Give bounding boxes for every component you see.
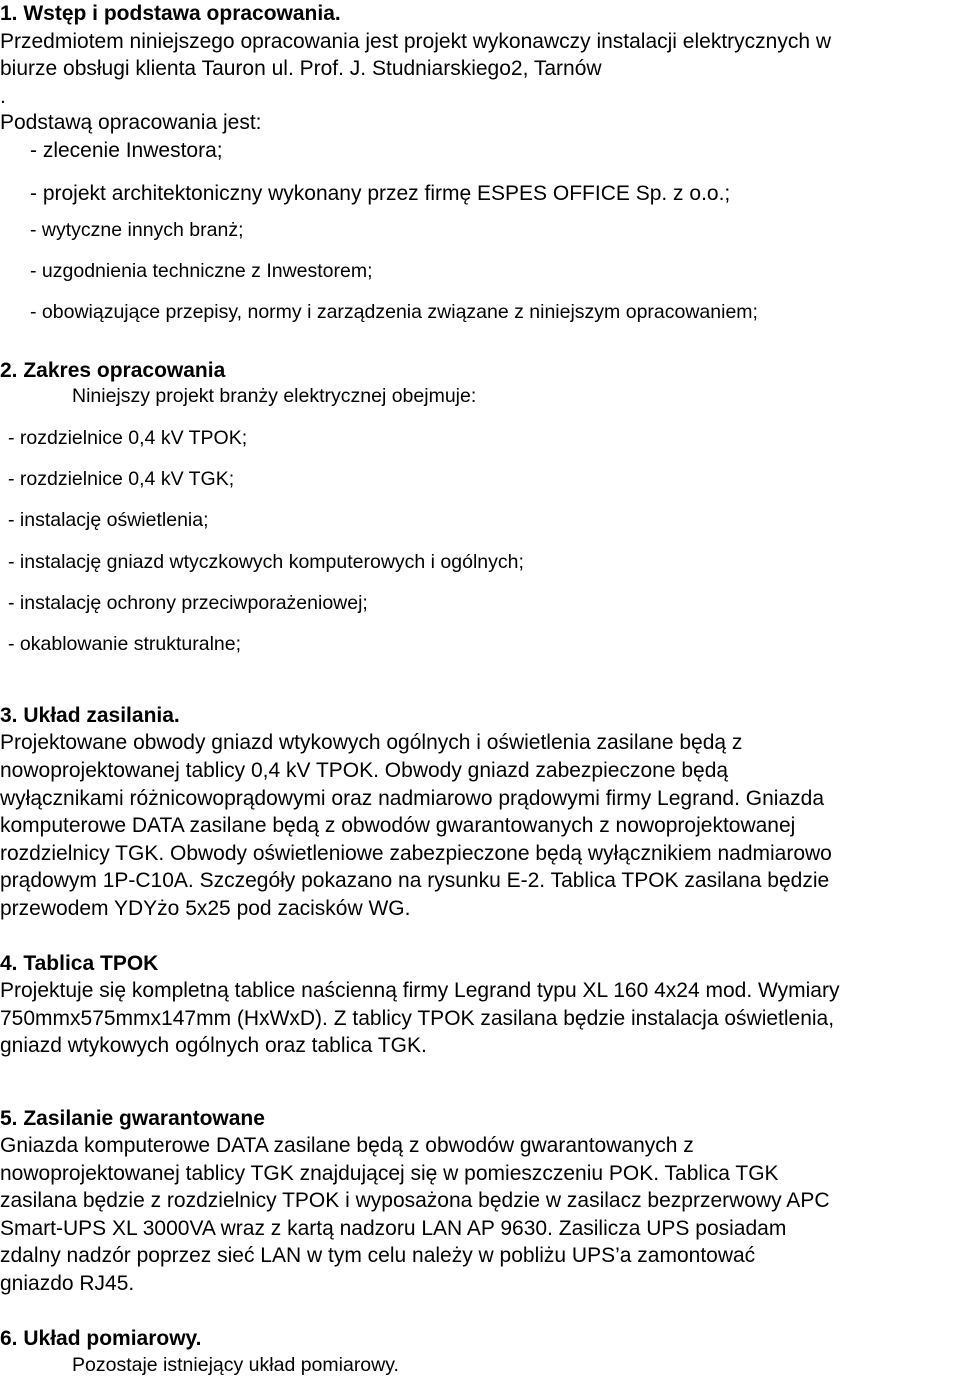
section-3-line: rozdzielnicy TGK. Obwody oświetleniowe zabezpieczone będą wyłącznikiem nadmiarowo — [0, 842, 832, 865]
section-3-line: wyłącznikami różnicowoprądowymi oraz nadmiarowo prądowymi firmy Legrand. Gniazda — [0, 787, 824, 810]
basis-label: Podstawą opracowania jest: — [0, 111, 262, 134]
scope-item: - instalację gniazd wtyczkowych komputerowych i ogólnych; — [8, 551, 524, 573]
scope-item: - rozdzielnice 0,4 kV TGK; — [8, 468, 235, 490]
section-1-intro-line: . — [0, 85, 6, 108]
section-6-text: Pozostaje istniejący układ pomiarowy. — [72, 1354, 399, 1376]
section-3-line: komputerowe DATA zasilane będą z obwodów gwarantowanych z nowoprojektowanej — [0, 814, 796, 837]
section-5-line: zdalny nadzór poprzez sieć LAN w tym celu należy w pobliżu UPS’a zamontować — [0, 1244, 756, 1267]
basis-item: - wytyczne innych branż; — [30, 219, 244, 241]
section-5-line: Smart-UPS XL 3000VA wraz z kartą nadzoru LAN AP 9630. Zasilicza UPS posiadam — [0, 1217, 787, 1240]
scope-item: - okablowanie strukturalne; — [8, 633, 242, 655]
section-6-heading: 6. Układ pomiarowy. — [0, 1327, 202, 1350]
section-2-intro: Niniejszy projekt branży elektrycznej obejmuje: — [72, 385, 477, 407]
section-4-heading: 4. Tablica TPOK — [0, 952, 159, 975]
basis-item: - uzgodnienia techniczne z Inwestorem; — [30, 260, 373, 282]
section-1-heading: 1. Wstęp i podstawa opracowania. — [0, 2, 341, 25]
section-3-line: prądowym 1P-C10A. Szczegóły pokazano na rysunku E-2. Tablica TPOK zasilana będzie — [0, 869, 830, 892]
scope-item: - instalację ochrony przeciwporażeniowej; — [8, 592, 368, 614]
basis-item: - zlecenie Inwestora; — [30, 139, 223, 162]
section-4-line: Projektuje się kompletną tablice naścienną firmy Legrand typu XL 160 4x24 mod. Wymiary — [0, 979, 840, 1002]
section-2-heading: 2. Zakres opracowania — [0, 359, 226, 382]
section-5-line: nowoprojektowanej tablicy TGK znajdującej się w pomieszczeniu POK. Tablica TGK — [0, 1162, 779, 1185]
section-1-intro-line: biurze obsługi klienta Tauron ul. Prof. J. Studniarskiego2, Tarnów — [0, 57, 602, 80]
section-5-line: gniazdo RJ45. — [0, 1272, 135, 1295]
section-3-line: nowoprojektowanej tablicy 0,4 kV TPOK. Obwody gniazd zabezpieczone będą — [0, 759, 729, 782]
scope-item: - rozdzielnice 0,4 kV TPOK; — [8, 427, 248, 449]
section-4-line: 750mmx575mmx147mm (HxWxD). Z tablicy TPOK zasilana będzie instalacja oświetlenia, — [0, 1007, 835, 1030]
section-5-line: zasilana będzie z rozdzielnicy TPOK i wyposażona będzie w zasilacz bezprzerwowy APC — [0, 1189, 830, 1212]
scope-item: - instalację oświetlenia; — [8, 509, 209, 531]
basis-item: - projekt architektoniczny wykonany przez firmę ESPES OFFICE Sp. z o.o.; — [30, 182, 731, 205]
section-1-intro-line: Przedmiotem niniejszego opracowania jest projekt wykonawczy instalacji elektrycznych w — [0, 30, 832, 53]
section-3-line: przewodem YDYżo 5x25 pod zacisków WG. — [0, 897, 411, 920]
section-5-heading: 5. Zasilanie gwarantowane — [0, 1107, 265, 1130]
section-4-line: gniazd wtykowych ogólnych oraz tablica TGK. — [0, 1034, 427, 1057]
section-3-heading: 3. Układ zasilania. — [0, 704, 180, 727]
section-3-line: Projektowane obwody gniazd wtykowych ogólnych i oświetlenia zasilane będą z — [0, 731, 743, 754]
basis-item: - obowiązujące przepisy, normy i zarządzenia związane z niniejszym opracowaniem; — [30, 301, 758, 323]
section-5-line: Gniazda komputerowe DATA zasilane będą z obwodów gwarantowanych z — [0, 1134, 694, 1157]
